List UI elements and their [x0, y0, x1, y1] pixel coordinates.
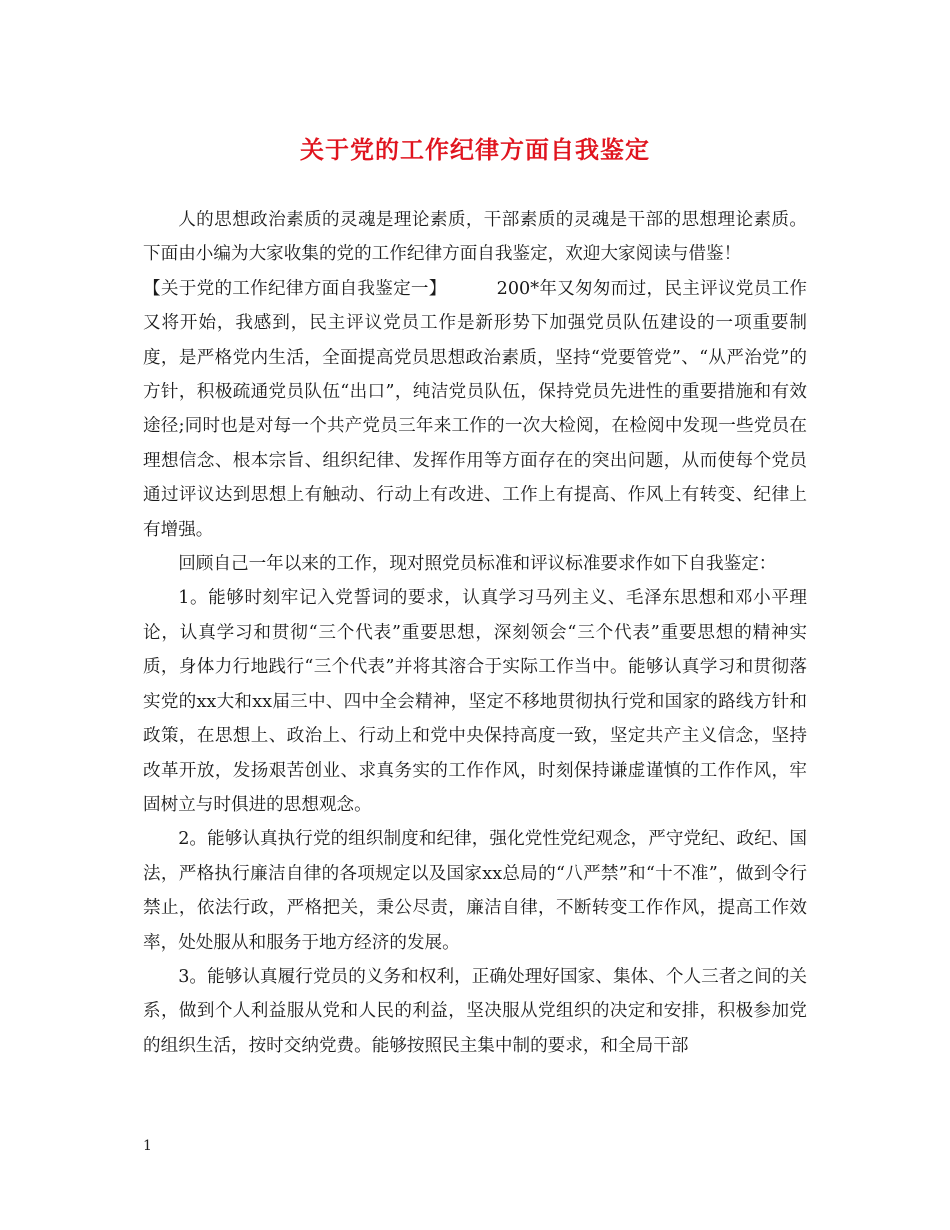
- section-first-text: 200*年又匆匆而过，民主评议党员工作又将开始，我感到，民主评议党员工作是新形势下加强党员队伍建设的一项重要制度，是严格党内生活，全面提高党员思想政治素质，坚持“党要管党”、“从严治党”的方针，积极疏通党员队伍“出口”，纯洁党员队伍，保持党员先进性的重要措施和有效途径;同时也是对每一个共产党员三年来工作的一次大检阅，在检阅中发现一些党员在理想信念、根本宗旨、组织纪律、发挥作用等方面存在的突出问题，从而使每个党员通过评议达到思想上有触动、行动上有改进、工作上有提高、作风上有转变、纪律上有增强。: [143, 278, 807, 540]
- review-paragraph: 回顾自己一年以来的工作，现对照党员标准和评议标准要求作如下自我鉴定：: [178, 554, 777, 575]
- page-number: 1: [143, 1138, 152, 1154]
- intro-paragraph: [143, 203, 807, 272]
- item-3-paragraph: 3。能够认真履行党员的义务和权利，正确处理好国家、集体、个人三者之间的关系，做到个人利益服从党和人民的利益，坚决服从党组织的决定和安排，积极参加党的组织生活，按时交纳党费。能够按照民主集中制的要求，和全局干部: [143, 966, 807, 1056]
- section-paragraph: [143, 272, 807, 547]
- document-title: 关于党的工作纪律方面自我鉴定: [300, 136, 650, 164]
- document-body: [143, 203, 807, 1063]
- section-heading: 【关于党的工作纪律方面自我鉴定一】: [143, 278, 447, 299]
- item-1-paragraph: 1。能够时刻牢记入党誓词的要求，认真学习马列主义、毛泽东思想和邓小平理论，认真学习和贯彻“三个代表”重要思想，深刻领会“三个代表”重要思想的精神实质，身体力行地践行“三个代表”并将其溶合于实际工作当中。能够认真学习和贯彻落实党的xx大和xx届三中、四中全会精神，坚定不移地贯彻执行党和国家的路线方针和政策，在思想上、政治上、行动上和党中央保持高度一致，坚定共产主义信念，坚持改革开放，发扬艰苦创业、求真务实的工作作风，时刻保持谦虚谨慎的工作作风，牢固树立与时俱进的思想观念。: [143, 588, 807, 815]
- item-2-paragraph: 2。能够认真执行党的组织制度和纪律，强化党性党纪观念，严守党纪、政纪、国法，严格执行廉洁自律的各项规定以及国家xx总局的“八严禁”和“十不准”，做到令行禁止，依法行政，严格把关，秉公尽责，廉洁自律，不断转变工作作风，提高工作效率，处处服从和服务于地方经济的发展。: [143, 829, 807, 953]
- intro-text: 人的思想政治素质的灵魂是理论素质，干部素质的灵魂是干部的思想理论素质。下面由小编为大家收集的党的工作纪律方面自我鉴定，欢迎大家阅读与借鉴！: [143, 210, 807, 265]
